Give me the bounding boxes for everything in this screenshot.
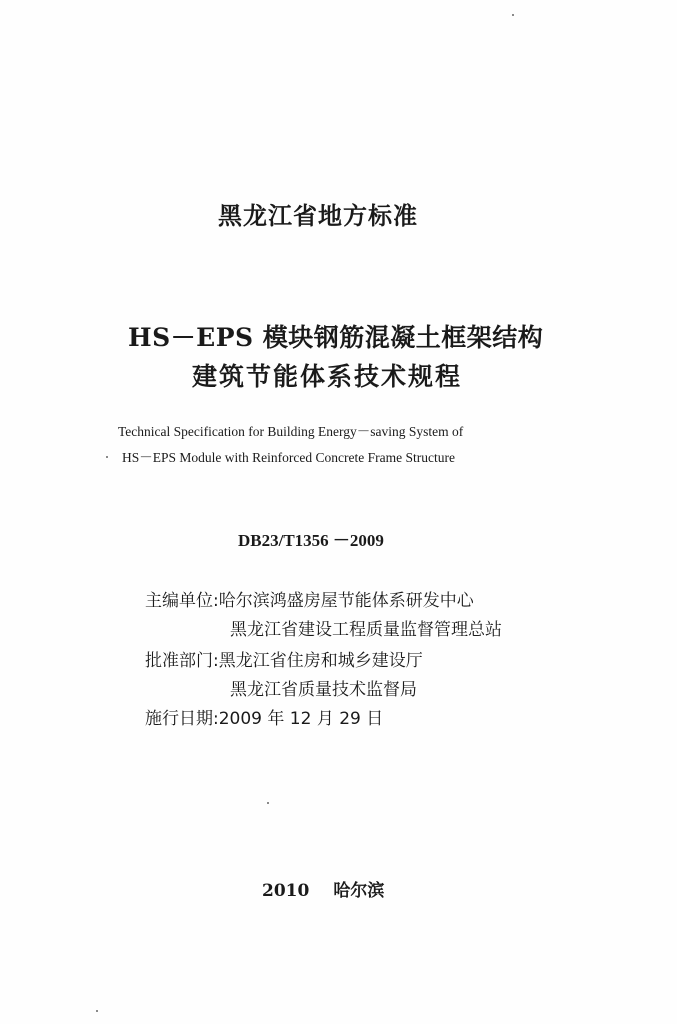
scan-speck [106, 456, 108, 458]
footer-year: 2010 [262, 881, 310, 901]
scan-speck [96, 1010, 98, 1012]
title-cn-line-1: HS－EPS 模块钢筋混凝土框架结构 [128, 323, 544, 352]
info-implementation-date: 施行日期:2009 年 12 月 29 日 [145, 709, 384, 729]
standard-code: DB23/T1356 －2009 [238, 531, 384, 550]
info-approval-department: 批准部门:黑龙江省住房和城乡建设厅 [145, 651, 423, 671]
info-approval-department-2: 黑龙江省质量技术监督局 [230, 680, 417, 700]
title-en-line-1: Technical Specification for Building Energy－saving System of [118, 424, 464, 439]
scan-speck [267, 802, 269, 804]
scan-speck [512, 14, 514, 16]
standard-type-heading: 黑龙江省地方标准 [218, 202, 418, 230]
footer [262, 876, 384, 901]
info-chief-editor-unit: 主编单位:哈尔滨鸿盛房屋节能体系研发中心 [145, 591, 474, 611]
info-chief-editor-unit-2: 黑龙江省建设工程质量监督管理总站 [230, 620, 502, 640]
title-cn-line-2: 建筑节能体系技术规程 [192, 362, 463, 391]
title-en-line-2: HS－EPS Module with Reinforced Concrete Frame Structure [122, 450, 455, 465]
footer-city: 哈尔滨 [333, 881, 385, 901]
